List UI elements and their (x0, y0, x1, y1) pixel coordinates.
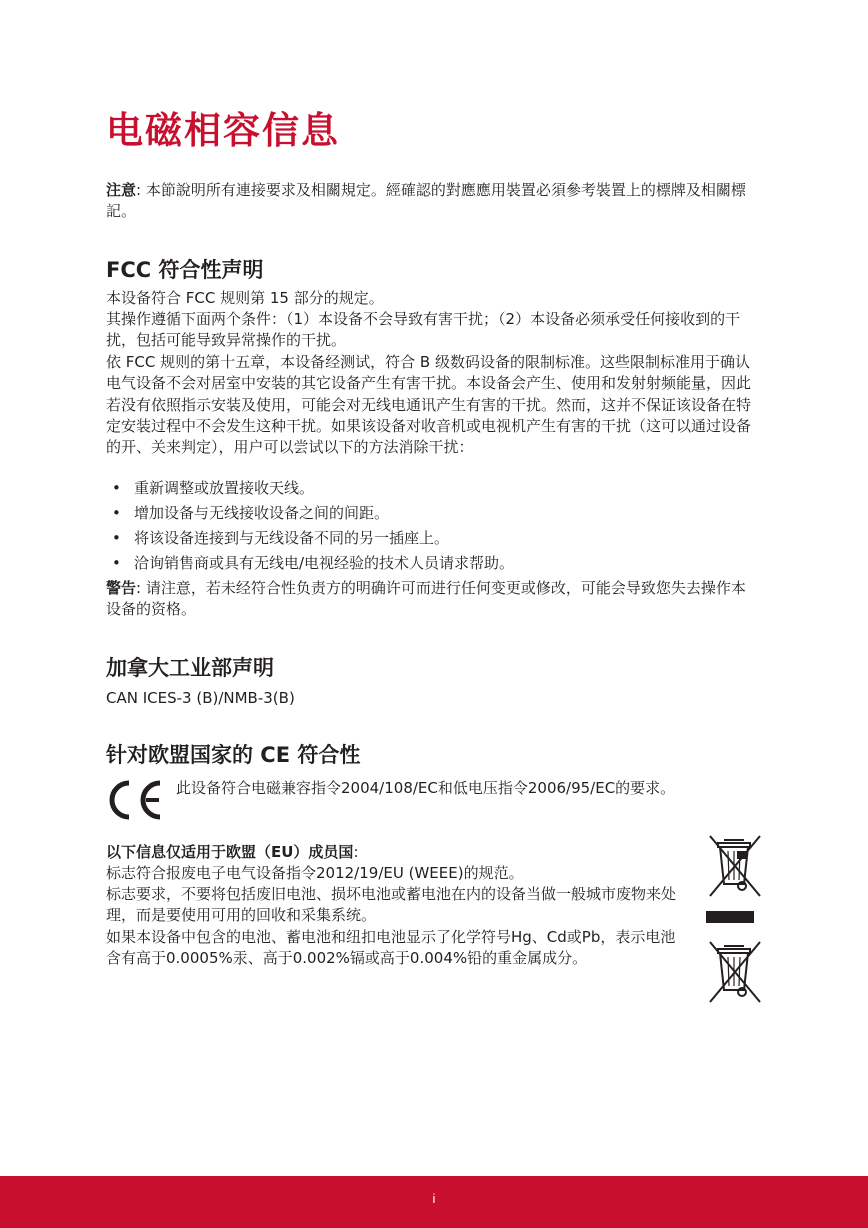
bullet-text: 将该设备连接到与无线设备不同的另一插座上。 (134, 529, 450, 547)
ce-text: 此设备符合电磁兼容指令2004/108/EC和低电压指令2006/95/EC的要求。 (176, 779, 676, 797)
eu-label-suffix: : (353, 843, 359, 861)
page-number: i (432, 1191, 436, 1206)
weee-bar (706, 911, 754, 923)
eu-label: 以下信息仅适用于欧盟（EU）成员国 (106, 843, 354, 861)
fcc-line2: 其操作遵循下面两个条件：（1）本设备不会导致有害干扰；（2）本设备必须承受任何接收到的干扰，包括可能导致异常操作的干扰。 (106, 310, 741, 350)
fcc-line3: 依 FCC 规则的第十五章，本设备经测试，符合 B 级数码设备的限制标准。这些限制标准用于确认电气设备不会对居室中安装的其它设备产生有害干扰。本设备会产生、使用和发射射频能量，因此若没有依照指示安装及使用，可能会对无线电通讯产生有害的干扰。然而，这并不保证该设备在特定安装过程中不会发生这种干扰。如果该设备对收音机或电视机产生有害的干扰（这可以通过设备的开、关来判定），用户可以尝试以下的方法消除干扰： (106, 353, 752, 457)
bullet-glyph: • (112, 479, 121, 497)
page-title: 电磁相容信息 (106, 109, 340, 152)
ce-mark-icon (104, 777, 166, 823)
bullet-text: 重新调整或放置接收天线。 (134, 479, 315, 497)
weee-bin-icon (704, 940, 764, 1004)
list-item (106, 503, 758, 528)
list-item (106, 553, 758, 578)
bullet-text: 增加设备与无线接收设备之间的间距。 (134, 504, 390, 522)
fcc-line1: 本设备符合 FCC 规则第 15 部分的规定。 (106, 289, 384, 307)
bullet-glyph: • (112, 554, 121, 572)
canada-text: CAN ICES-3 (B)/NMB-3(B) (106, 689, 295, 707)
weee-bin-icon (704, 834, 764, 898)
fcc-bullet-list (106, 478, 758, 578)
note-text: : 本節說明所有連接要求及相關規定。經確認的對應應用裝置必須參考裝置上的標牌及相關標記。 (106, 181, 746, 221)
ce-heading: 针对欧盟国家的 CE 符合性 (106, 743, 361, 767)
warning-text: : 请注意，若未经符合性负责方的明确许可而进行任何变更或修改，可能会导致您失去操作本设备的资格。 (106, 579, 746, 619)
note-paragraph (106, 180, 758, 223)
list-item (106, 528, 758, 553)
eu-label-line (106, 842, 688, 863)
warning-paragraph (106, 578, 758, 621)
list-item (106, 478, 758, 503)
bullet-text: 洽询销售商或具有无线电/电视经验的技术人员请求帮助。 (134, 554, 515, 572)
note-label: 注意 (106, 181, 137, 199)
eu-line1: 标志符合报废电子电气设备指令2012/19/EU (WEEE)的规范。 (106, 864, 524, 882)
eu-line3: 如果本设备中包含的电池、蓄电池和纽扣电池显示了化学符号Hg、Cd或Pb，表示电池含有高于0.0005%汞、高于0.002%镉或高于0.004%铅的重金属成分。 (106, 928, 676, 968)
footer-bar (0, 1176, 868, 1228)
bullet-glyph: • (112, 529, 121, 547)
canada-heading: 加拿大工业部声明 (106, 656, 274, 680)
eu-line2: 标志要求，不要将包括废旧电池、损坏电池或蓄电池在内的设备当做一般城市废物来处理，而是要使用可用的回收和采集系统。 (106, 885, 677, 925)
warning-label: 警告 (106, 579, 137, 597)
fcc-heading: FCC 符合性声明 (106, 258, 264, 282)
bullet-glyph: • (112, 504, 121, 522)
